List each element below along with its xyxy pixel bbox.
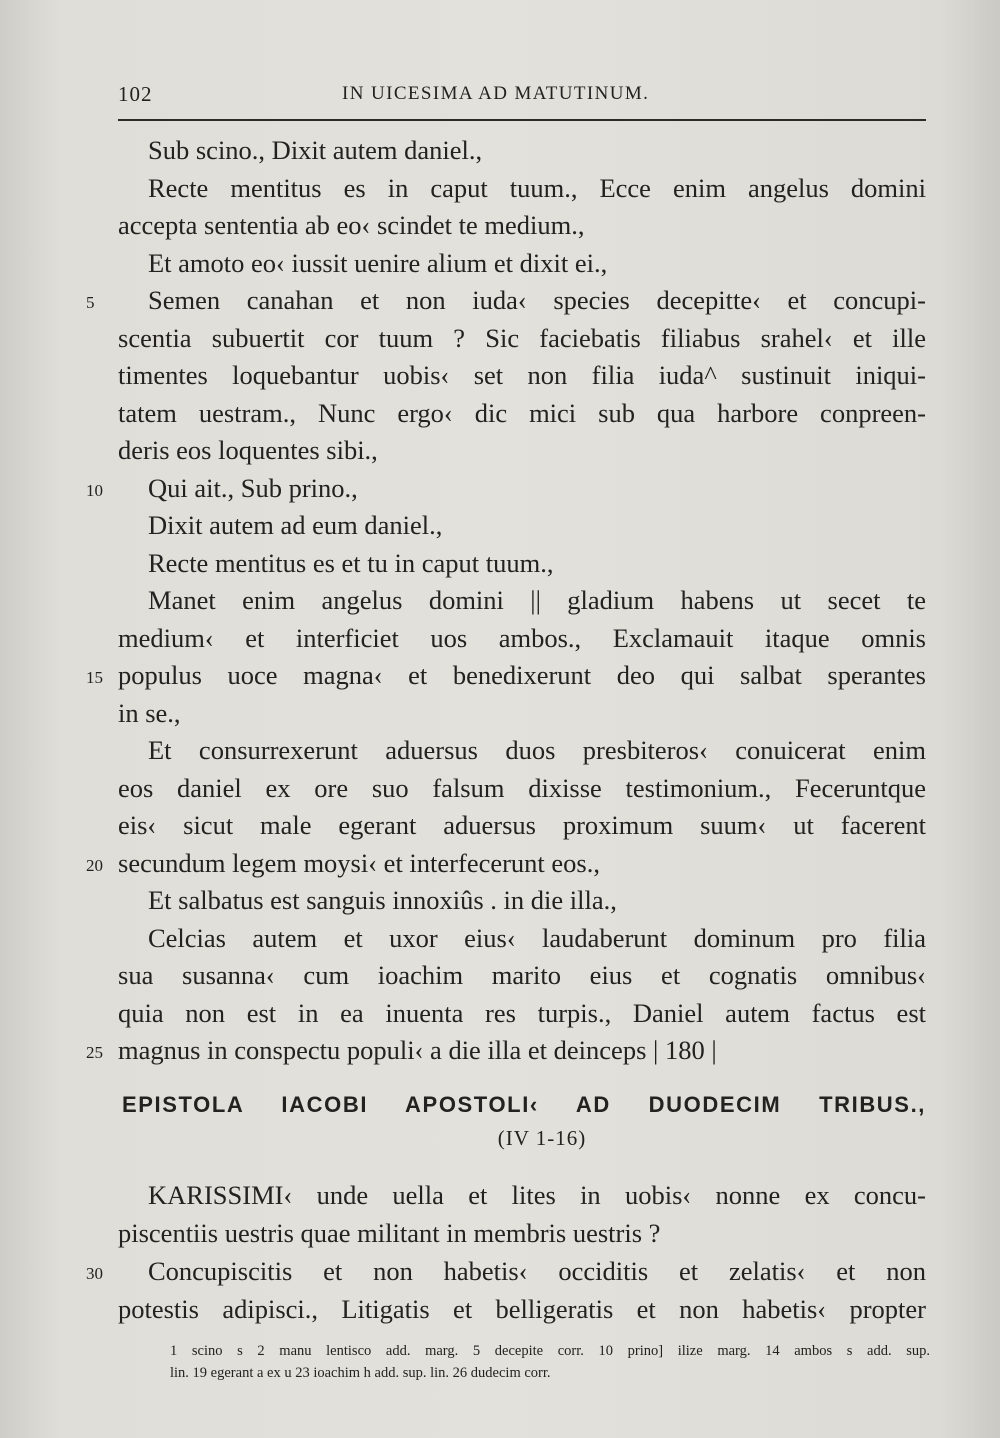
line-number: 10: [86, 480, 103, 500]
text-line: Qui ait., Sub prino.,: [148, 472, 358, 503]
text-line: magnus in conspectu populi‹ a die illa et deinceps | 180 |: [118, 1035, 717, 1065]
section-subheading: [0, 1126, 1000, 1151]
section-subheading-text: (IV 1-16): [497, 1126, 587, 1150]
text-line: KARISSIMI‹ unde uella et lites in uobis‹ nonne ex concu-: [148, 1180, 926, 1210]
text-line: secundum legem moysi‹ et interfecerunt eos.,: [118, 847, 600, 878]
line-number: 5: [86, 293, 95, 312]
section-heading: EPISTOLA IACOBI APOSTOLI‹ AD DUODECIM TRIBUS.,: [122, 1092, 926, 1117]
text-line: Recte mentitus es in caput tuum., Ecce enim angelus domini: [148, 172, 926, 203]
running-title: IN UICESIMA AD MATUTINUM.: [342, 83, 650, 104]
text-line: Et consurrexerunt aduersus duos presbiteros‹ conuicerat enim: [148, 735, 926, 765]
text-line: quia non est in ea inuenta res turpis., Daniel autem factus est: [118, 997, 926, 1028]
text-line: Sub scino., Dixit autem daniel.,: [148, 135, 483, 165]
text-line: populus uoce magna‹ et benedixerunt deo qui salbat sperantes: [118, 660, 926, 690]
line-number: 15: [86, 668, 103, 687]
text-line: Manet enim angelus domini || gladium habens ut secet te: [148, 585, 926, 615]
text-line: Semen canahan et non iuda‹ species decepitte‹ et concupi-: [148, 285, 926, 315]
text-line: medium‹ et interficiet uos ambos., Exclamauit itaque omnis: [118, 622, 926, 653]
text-line: deris eos loquentes sibi.,: [118, 435, 378, 465]
text-line: scentia subuertit cor tuum ? Sic faciebatis filiabus srahel‹ et ille: [118, 322, 926, 353]
text-line: tatem uestram., Nunc ergo‹ dic mici sub qua harbore conpreen-: [118, 397, 926, 428]
line-number: 25: [86, 1043, 103, 1062]
text-line: timentes loquebantur uobis‹ set non filia iuda^ sustinuit iniqui-: [118, 360, 926, 390]
header-rule: [118, 119, 926, 121]
text-line: Celcias autem et uxor eius‹ laudaberunt dominum pro filia: [148, 922, 926, 953]
text-line: accepta sententia ab eo‹ scindet te medium.,: [118, 210, 585, 240]
text-line: potestis adipisci., Litigatis et belligeratis et non habetis‹ propter: [118, 1294, 926, 1324]
text-line: in se.,: [118, 697, 181, 728]
footnote-line: lin. 19 egerant a ex u 23 ioachim h add. sup. lin. 26 dudecim corr.: [170, 1365, 551, 1381]
text-line: Et salbatus est sanguis innoxiûs . in die illa.,: [148, 885, 617, 915]
line-number: 30: [86, 1264, 103, 1283]
text-line: Et amoto eo‹ iussit uenire alium et dixit ei.,: [148, 247, 608, 278]
text-line: eos daniel ex ore suo falsum dixisse testimonium., Feceruntque: [118, 772, 926, 803]
text-line: piscentiis uestris quae militant in membris uestris ?: [118, 1218, 661, 1248]
page-header: [118, 82, 926, 112]
line-number: 20: [86, 855, 103, 875]
text-line: eis‹ sicut male egerant aduersus proximum suum‹ ut facerent: [118, 810, 926, 840]
text-line: Recte mentitus es et tu in caput tuum.,: [148, 547, 554, 578]
page-number: 102: [118, 82, 153, 106]
text-line: Dixit autem ad eum daniel.,: [148, 510, 443, 540]
text-line: sua susanna‹ cum ioachim marito eius et cognatis omnibus‹: [118, 960, 926, 990]
text-line: Concupiscitis et non habetis‹ occiditis et zelatis‹ et non: [148, 1256, 926, 1286]
footnote-line: 1 scino s 2 manu lentisco add. marg. 5 decepite corr. 10 prino] ilize marg. 14 ambos s add. sup.: [170, 1343, 930, 1359]
